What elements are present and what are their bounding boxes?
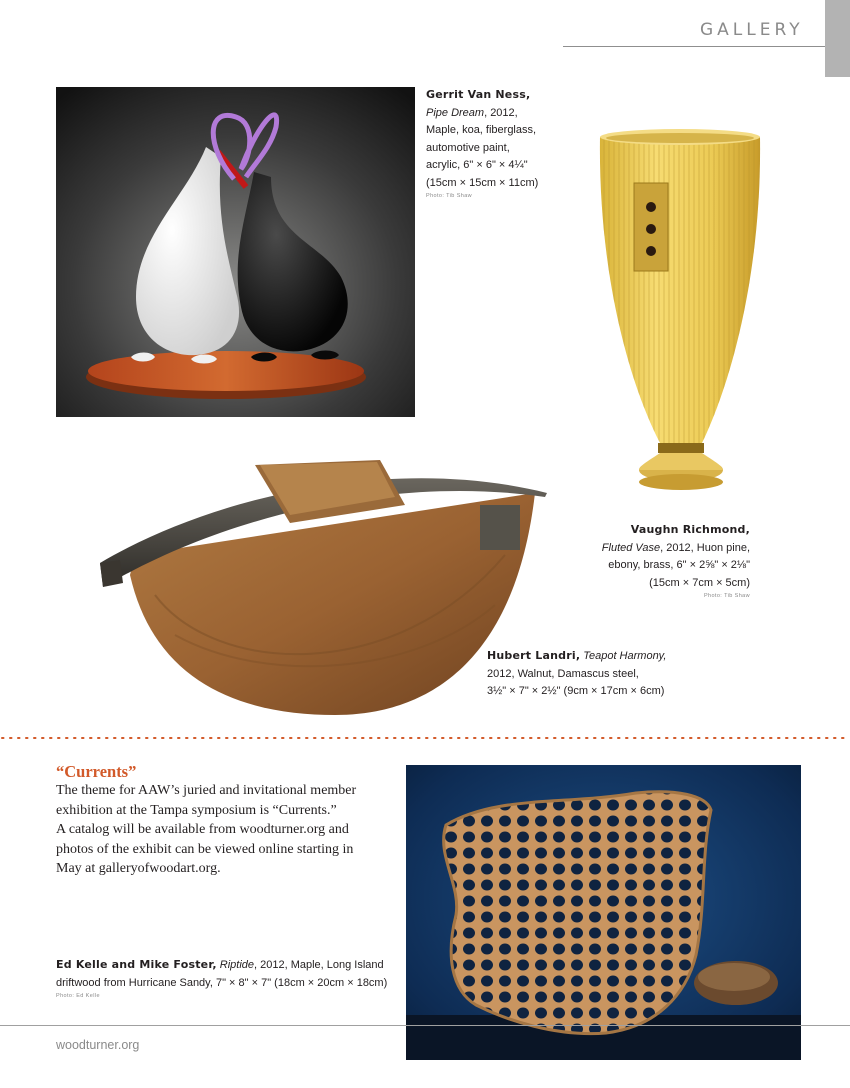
caption-teapot-harmony [487, 647, 747, 701]
body-line: A catalog will be available from woodturner.org and [56, 822, 349, 837]
artist-name: Vaughn Richmond, [630, 523, 750, 536]
caption-line: Maple, koa, fiberglass, [426, 124, 537, 136]
caption-line: 3½" × 7" × 2½" (9cm × 17cm × 6cm) [487, 685, 665, 697]
caption-line: automotive paint, [426, 141, 510, 154]
body-line: exhibition at the Tampa symposium is “Currents.” [56, 802, 337, 818]
photo-riptide [406, 765, 801, 1060]
photo-credit: Photo: Ed Kelle [56, 993, 100, 999]
artist-name: Ed Kelle and Mike Foster, [56, 958, 217, 971]
artwork-title: Fluted Vase [601, 541, 661, 554]
caption-pipe-dream [426, 86, 566, 201]
dotted-divider [0, 736, 850, 740]
photo-credit: Photo: Tib Shaw [426, 193, 473, 199]
header-rule [563, 46, 825, 47]
footer-url: woodturner.org [56, 1038, 140, 1052]
photo-credit: Photo: Tib Shaw [703, 593, 750, 599]
artist-name: Hubert Landri, [487, 649, 581, 662]
caption-detail: , 2012, [484, 106, 518, 119]
artist-name: Gerrit Van Ness, [426, 88, 531, 101]
body-line: May at galleryofwoodart.org. [56, 861, 221, 876]
caption-fluted-vase [560, 521, 750, 601]
footer-rule [0, 1025, 850, 1026]
caption-line: driftwood from Hurricane Sandy, 7" × 8" × 7" (18cm × 20cm × 18cm) [56, 976, 388, 989]
artwork-title: Riptide [219, 959, 255, 971]
caption-riptide [56, 956, 396, 1001]
photo-teapot-harmony [95, 435, 550, 720]
body-line: photos of the exhibit can be viewed online starting in [56, 841, 354, 857]
currents-heading: “Currents” [56, 762, 137, 781]
body-line: The theme for AAW’s juried and invitational member [56, 783, 357, 798]
artwork-title: Teapot Harmony, [583, 650, 667, 662]
caption-line: acrylic, 6" × 6" × 4¼" [426, 159, 528, 171]
photo-fluted-vase [590, 125, 770, 517]
caption-line: 2012, Walnut, Damascus steel, [487, 667, 639, 680]
caption-detail: , 2012, Huon pine, [660, 541, 750, 554]
section-label: GALLERY [700, 20, 804, 40]
photo-pipe-dream [56, 87, 415, 417]
corner-tab [825, 0, 850, 77]
caption-line: (15cm × 15cm × 11cm) [426, 176, 539, 189]
caption-line: (15cm × 7cm × 5cm) [649, 576, 750, 589]
artwork-title: Pipe Dream [426, 106, 485, 119]
caption-line: ebony, brass, 6" × 2⅝" × 2⅛" [608, 559, 750, 571]
currents-body [56, 781, 391, 879]
caption-detail: , 2012, Maple, Long Island [254, 959, 384, 971]
